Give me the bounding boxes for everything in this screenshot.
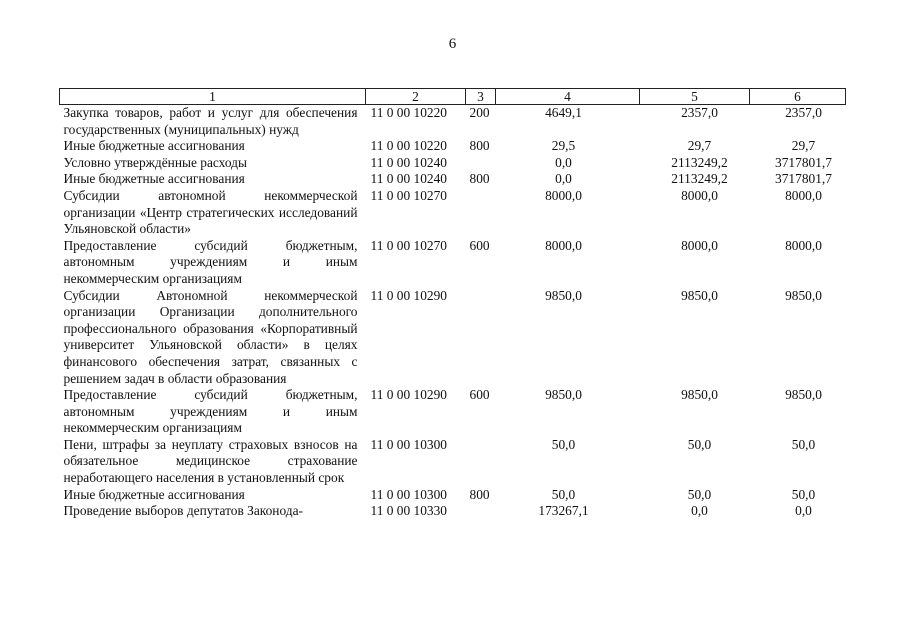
row-name: Пени, штрафы за неуплату страховых взносов на обязательное медицинское страхование неработающего населения в установленный срок xyxy=(63,436,358,486)
row-value-6: 3717801,7 xyxy=(775,171,832,187)
table-row xyxy=(60,503,846,520)
row-value-6: 0,0 xyxy=(795,503,812,519)
row-value-5: 9850,0 xyxy=(681,387,718,403)
row-name: Условно утверждённые расходы xyxy=(63,154,247,170)
row-value-5: 50,0 xyxy=(687,436,712,452)
row-type xyxy=(466,503,496,520)
row-code: 11 0 00 10300 xyxy=(370,486,447,502)
row-name: Иные бюджетные ассигнования xyxy=(63,171,245,187)
row-value-5: 2113249,2 xyxy=(671,154,728,170)
row-value-4: 8000,0 xyxy=(545,187,582,203)
row-type xyxy=(466,437,496,487)
row-value-6: 9850,0 xyxy=(785,387,822,403)
row-value-4: 9850,0 xyxy=(545,387,582,403)
row-value-5: 8000,0 xyxy=(681,187,718,203)
row-type: 600 xyxy=(469,387,490,403)
budget-table xyxy=(59,88,846,520)
row-name: Субсидии Автономной некоммерческой организации Организации дополнительного профессионального образования «Корпоративный университет Ульяновской области» в целях финансового обеспечения затрат, связанных с решением задач в области образования xyxy=(63,287,358,386)
table-row xyxy=(60,138,846,155)
row-code: 11 0 00 10290 xyxy=(370,387,447,403)
table-row xyxy=(60,171,846,188)
row-value-6: 9850,0 xyxy=(785,287,822,303)
row-type xyxy=(466,155,496,172)
row-value-6: 2357,0 xyxy=(785,105,822,120)
column-header-3: 3 xyxy=(466,89,496,105)
column-header-6: 6 xyxy=(750,89,846,105)
row-code: 11 0 00 10330 xyxy=(370,503,447,519)
row-code: 11 0 00 10300 xyxy=(370,436,447,452)
column-header-4: 4 xyxy=(496,89,640,105)
row-value-4: 50,0 xyxy=(551,436,576,452)
column-header-5: 5 xyxy=(640,89,750,105)
row-code: 11 0 00 10220 xyxy=(370,105,447,120)
row-value-4: 50,0 xyxy=(551,486,576,502)
row-value-6: 29,7 xyxy=(791,138,816,154)
row-value-5: 50,0 xyxy=(687,486,712,502)
page-number: 6 xyxy=(448,36,457,52)
header-row xyxy=(60,89,846,105)
row-type xyxy=(466,288,496,388)
row-value-6: 50,0 xyxy=(791,436,816,452)
row-code: 11 0 00 10270 xyxy=(370,237,447,253)
row-name: Предоставление субсидий бюджетным, автономным учреждениям и иным некоммерческим организациям xyxy=(63,237,358,286)
row-value-4: 173267,1 xyxy=(538,503,589,519)
row-value-5: 2113249,2 xyxy=(671,171,728,187)
row-type xyxy=(466,188,496,238)
row-value-4: 9850,0 xyxy=(545,287,582,303)
row-value-6: 3717801,7 xyxy=(775,154,832,170)
row-value-4: 0,0 xyxy=(555,154,572,170)
row-code: 11 0 00 10270 xyxy=(370,187,447,203)
column-header-2: 2 xyxy=(366,89,466,105)
table-row xyxy=(60,487,846,504)
row-value-4: 0,0 xyxy=(555,171,572,187)
column-header-1: 1 xyxy=(60,89,366,105)
row-type: 600 xyxy=(469,237,490,253)
row-value-6: 50,0 xyxy=(791,486,816,502)
table-row xyxy=(60,238,846,288)
row-name: Закупка товаров, работ и услуг для обеспечения государственных (муниципальных) нужд xyxy=(63,105,358,137)
row-type: 800 xyxy=(469,171,490,187)
row-type: 800 xyxy=(469,486,490,502)
row-value-6: 8000,0 xyxy=(785,237,822,253)
row-value-5: 2357,0 xyxy=(681,105,718,120)
row-value-4: 8000,0 xyxy=(545,237,582,253)
row-name: Проведение выборов депутатов Законода- xyxy=(63,503,303,519)
table-row xyxy=(60,437,846,487)
row-value-6: 8000,0 xyxy=(785,187,822,203)
table-row xyxy=(60,288,846,388)
row-name: Предоставление субсидий бюджетным, автономным учреждениям и иным некоммерческим организациям xyxy=(63,387,358,436)
row-value-4: 4649,1 xyxy=(545,105,582,120)
row-value-5: 0,0 xyxy=(691,503,708,519)
row-code: 11 0 00 10240 xyxy=(370,154,447,170)
table-row xyxy=(60,155,846,172)
table-row xyxy=(60,387,846,437)
table-body xyxy=(60,105,846,520)
row-name: Субсидии автономной некоммерческой организации «Центр стратегических исследований Ульяновской области» xyxy=(63,187,358,237)
row-name: Иные бюджетные ассигнования xyxy=(63,138,245,154)
row-code: 11 0 00 10240 xyxy=(370,171,447,187)
row-value-5: 9850,0 xyxy=(681,287,718,303)
row-name: Иные бюджетные ассигнования xyxy=(63,486,245,502)
row-value-4: 29,5 xyxy=(551,138,576,154)
row-type: 800 xyxy=(469,138,490,154)
row-value-5: 29,7 xyxy=(687,138,712,154)
table-row xyxy=(60,105,846,139)
row-code: 11 0 00 10290 xyxy=(370,287,447,303)
row-code: 11 0 00 10220 xyxy=(370,138,447,154)
row-type: 200 xyxy=(469,105,490,120)
row-value-5: 8000,0 xyxy=(681,237,718,253)
table-row xyxy=(60,188,846,238)
